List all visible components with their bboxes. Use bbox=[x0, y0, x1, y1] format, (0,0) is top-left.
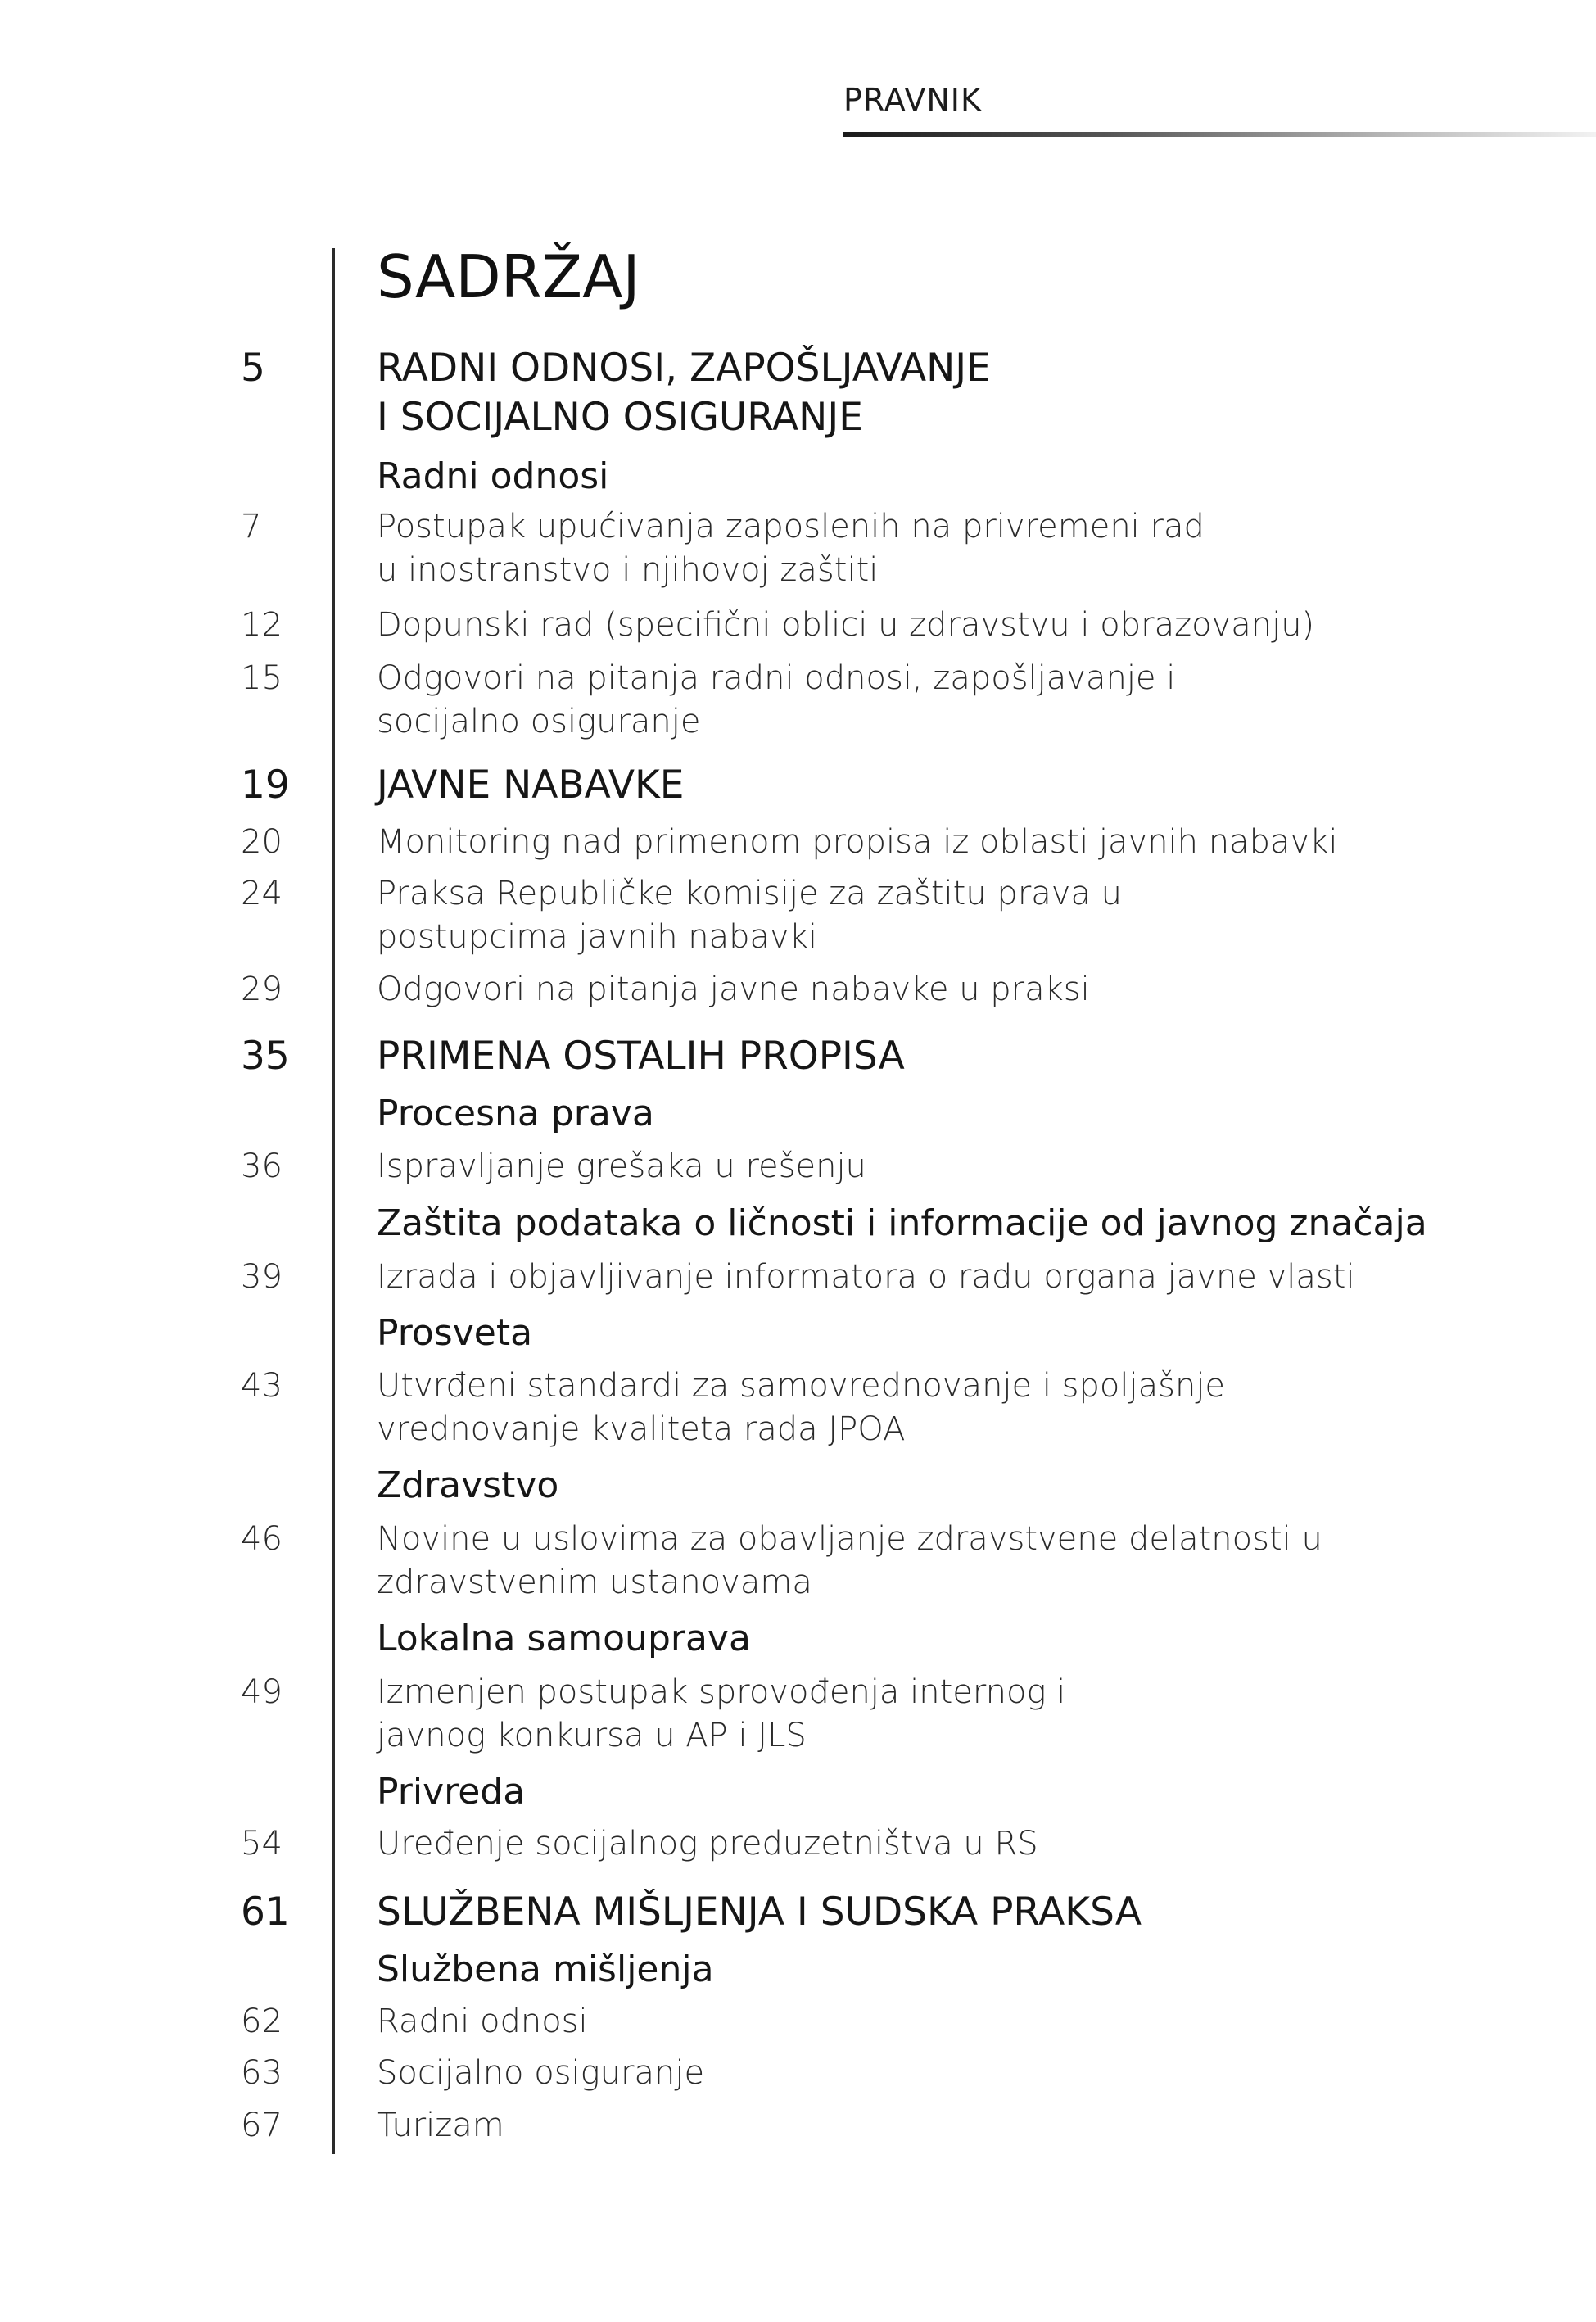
toc-page-number: 46 bbox=[241, 1520, 283, 1558]
toc-page-number: 15 bbox=[241, 659, 283, 697]
toc-entry-title bbox=[377, 1032, 905, 1081]
toc-entry-title bbox=[377, 1888, 1142, 1937]
toc-title: SADRŽAJ bbox=[377, 242, 640, 311]
toc-entry-title bbox=[377, 1145, 866, 1188]
toc-page-number: 54 bbox=[241, 1825, 283, 1863]
toc-divider-line bbox=[332, 248, 335, 2154]
toc-page-number: 35 bbox=[241, 1034, 290, 1079]
header-rule bbox=[843, 132, 1596, 137]
toc-entry-title bbox=[377, 1365, 1225, 1451]
toc-page-number: 36 bbox=[241, 1147, 283, 1185]
toc-entry-title-line: Lokalna samouprava bbox=[377, 1618, 751, 1659]
toc-entry-title-line: Socijalno osiguranje bbox=[377, 2054, 705, 2092]
toc-entry-title bbox=[377, 1671, 1065, 1758]
toc-page-number: 67 bbox=[241, 2107, 283, 2144]
toc-page-number: 7 bbox=[241, 508, 262, 545]
toc-entry-title bbox=[377, 761, 685, 810]
toc-entry-title-line: Privreda bbox=[377, 1771, 526, 1813]
toc-entry-title bbox=[377, 604, 1314, 647]
toc-entry-title bbox=[377, 657, 1175, 744]
toc-entry-title-line: Prosveta bbox=[377, 1312, 533, 1354]
toc-page-number: 29 bbox=[241, 971, 283, 1008]
toc-entry-title bbox=[377, 1091, 654, 1137]
toc-entry-title-line: Uređenje socijalnog preduzetništva u RS bbox=[377, 1825, 1038, 1863]
toc-entry-title-line: I SOCIJALNO OSIGURANJE bbox=[377, 395, 863, 440]
toc-entry-title-line: JAVNE NABAVKE bbox=[377, 763, 685, 808]
toc-entry-title bbox=[377, 968, 1090, 1012]
toc-entry-title-line: Novine u uslovima za obavljanje zdravstvene delatnosti u bbox=[377, 1520, 1322, 1558]
toc-entry-title bbox=[377, 1822, 1038, 1866]
toc-entry-title-line: Dopunski rad (specifični oblici u zdravstvu i obrazovanju) bbox=[377, 606, 1315, 644]
toc-entry-title bbox=[377, 821, 1337, 864]
toc-entry-title bbox=[377, 2052, 704, 2095]
toc-page-number: 61 bbox=[241, 1890, 290, 1935]
toc-entry-title-line: vrednovanje kvaliteta rada JPOA bbox=[377, 1410, 906, 1448]
toc-entry-title-line: Monitoring nad primenom propisa iz oblasti javnih nabavki bbox=[377, 823, 1338, 861]
toc-entry-title bbox=[377, 344, 991, 442]
toc-entry-title-line: RADNI ODNOSI, ZAPOŠLJAVANJE bbox=[377, 346, 991, 391]
toc-entry-title-line: Postupak upućivanja zaposlenih na privremeni rad bbox=[377, 508, 1205, 545]
toc-page-number: 24 bbox=[241, 875, 283, 912]
toc-entry-title-line: Turizam bbox=[377, 2107, 504, 2144]
toc-entry-title-line: Radni odnosi bbox=[377, 2003, 588, 2040]
toc-entry-title bbox=[377, 2000, 588, 2044]
toc-entry-title-line: Procesna prava bbox=[377, 1093, 654, 1134]
toc-entry-title-line: Izrada i objavljivanje informatora o radu organa javne vlasti bbox=[377, 1258, 1355, 1296]
toc-entry-title bbox=[377, 1201, 1427, 1247]
toc-entry-title bbox=[377, 1616, 751, 1662]
toc-entry-title bbox=[377, 505, 1205, 592]
toc-entry-title bbox=[377, 2104, 504, 2148]
running-header: PRAVNIK bbox=[843, 82, 982, 118]
toc-entry-title-line: Odgovori na pitanja javne nabavke u praksi bbox=[377, 971, 1090, 1008]
toc-page-number: 12 bbox=[241, 606, 283, 644]
toc-entry-title-line: postupcima javnih nabavki bbox=[377, 918, 817, 956]
toc-page-number: 19 bbox=[241, 763, 290, 808]
toc-entry-title bbox=[377, 1463, 558, 1509]
toc-entry-title-line: PRIMENA OSTALIH PROPISA bbox=[377, 1034, 905, 1079]
toc-entry-title-line: Zdravstvo bbox=[377, 1464, 559, 1506]
toc-entry-title bbox=[377, 1310, 532, 1356]
toc-page-number: 63 bbox=[241, 2054, 283, 2092]
toc-entry-title bbox=[377, 1256, 1355, 1299]
toc-page-number: 39 bbox=[241, 1258, 283, 1296]
toc-entry-title-line: socijalno osiguranje bbox=[377, 703, 701, 740]
toc-entry-title-line: Službena mišljenja bbox=[377, 1949, 714, 1990]
toc-entry-title-line: Izmenjen postupak sprovođenja internog i bbox=[377, 1673, 1066, 1711]
toc-entry-title bbox=[377, 1518, 1322, 1605]
toc-entry-title-line: Odgovori na pitanja radni odnosi, zapošljavanje i bbox=[377, 659, 1176, 697]
toc-page-number: 5 bbox=[241, 346, 265, 391]
toc-page-number: 20 bbox=[241, 823, 283, 861]
toc-page-number: 62 bbox=[241, 2003, 283, 2040]
toc-entry-title bbox=[377, 872, 1122, 959]
toc-entry-title bbox=[377, 454, 608, 500]
toc-entry-title-line: javnog konkursa u AP i JLS bbox=[377, 1717, 807, 1754]
toc-entry-title-line: u inostranstvo i njihovoj zaštiti bbox=[377, 551, 879, 589]
toc-entry-title-line: SLUŽBENA MIŠLJENJA I SUDSKA PRAKSA bbox=[377, 1890, 1142, 1935]
toc-entry-title bbox=[377, 1769, 525, 1815]
toc-entry-title-line: zdravstvenim ustanovama bbox=[377, 1564, 812, 1601]
toc-entry-title-line: Praksa Republičke komisije za zaštitu prava u bbox=[377, 875, 1123, 912]
toc-entry-title-line: Radni odnosi bbox=[377, 455, 609, 497]
toc-entry-title-line: Ispravljanje grešaka u rešenju bbox=[377, 1147, 866, 1185]
toc-entry-title bbox=[377, 1947, 714, 1993]
toc-entry-title-line: Zaštita podataka o ličnosti i informacije od javnog značaja bbox=[377, 1202, 1427, 1244]
toc-entry-title-line: Utvrđeni standardi za samovrednovanje i spoljašnje bbox=[377, 1367, 1226, 1405]
toc-page-number: 49 bbox=[241, 1673, 283, 1711]
toc-page-number: 43 bbox=[241, 1367, 283, 1405]
